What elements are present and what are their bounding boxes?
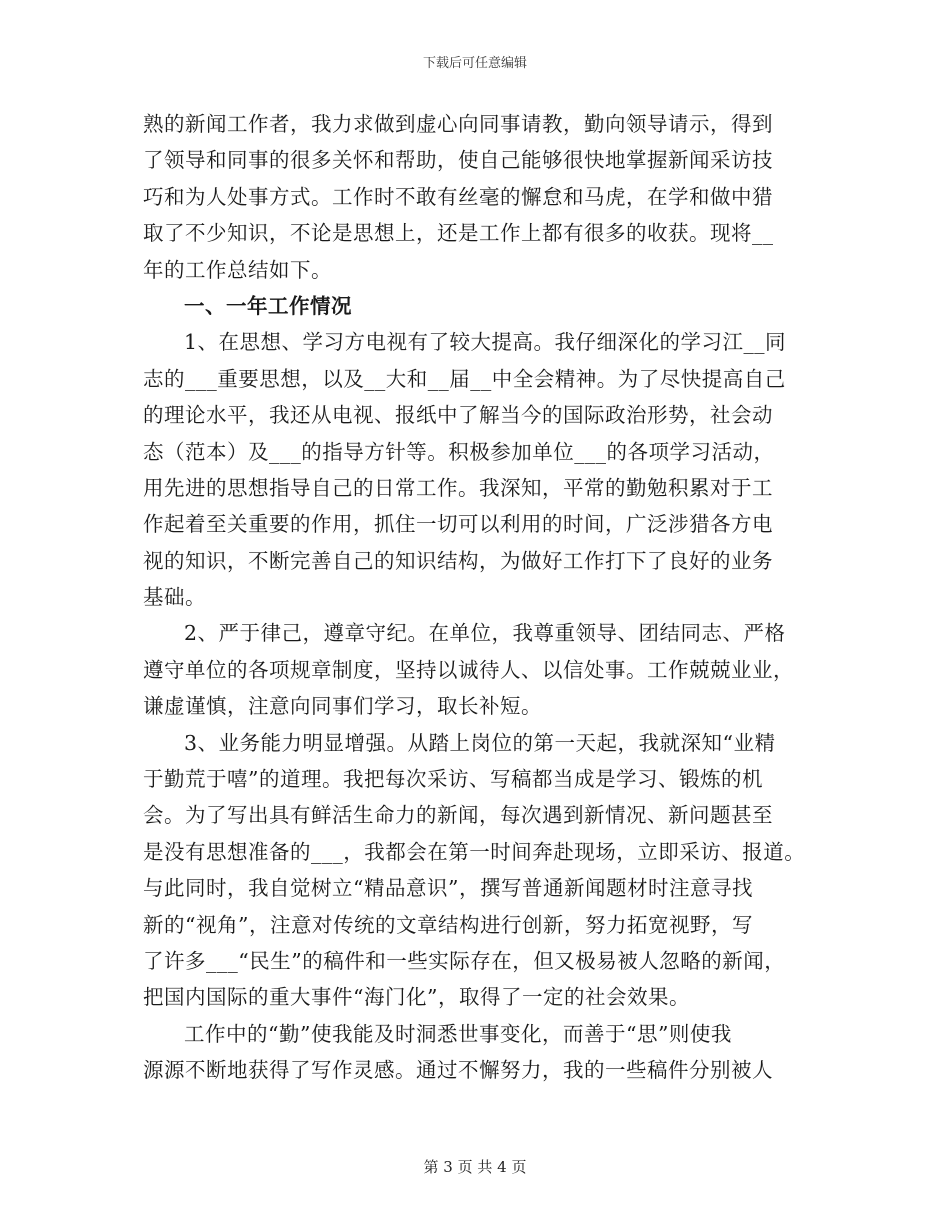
text-line: 取了不少知识，不论是思想上，还是工作上都有很多的收获。现将__	[143, 221, 774, 246]
text-line: 2、严于律己，遵章守纪。在单位，我尊重领导、团结同志、严格	[184, 621, 786, 646]
text-line: 熟的新闻工作者，我力求做到虚心向同事请教，勤向领导请示，得到	[143, 112, 773, 136]
text-line: 是没有思想准备的___，我都会在第一时间奔赴现场，立即采访、报道。	[143, 839, 806, 864]
header-note: 下载后可任意编辑	[422, 56, 527, 71]
text-line: 源源不断地获得了写作灵感。通过不懈努力，我的一些稿件分别被人	[143, 1058, 773, 1083]
text-line: 用先进的思想指导自己的日常工作。我深知，平常的勤勉积累对于工	[143, 475, 773, 500]
text-line: 1、在思想、学习方电视有了较大提高。我仔细深化的学习江__同	[184, 330, 787, 355]
text-line: 3、业务能力明显增强。从踏上岗位的第一天起，我就深知“业精	[184, 730, 776, 755]
text-line: 新的“视角”，注意对传统的文章结构进行创新，努力拓宽视野，写	[143, 912, 753, 937]
text-line: 的理论水平，我还从电视、报纸中了解当今的国际政治形势，社会动	[143, 403, 773, 428]
text-line: 了许多___“民生”的稿件和一些实际存在，但又极易被人忽略的新闻，	[143, 948, 786, 973]
text-line: 于勤荒于嘻”的道理。我把每次采访、写稿都当成是学习、锻炼的机	[143, 767, 763, 792]
text-line: 态（范本）及___的指导方针等。积极参加单位___的各项学习活动，	[143, 439, 775, 464]
text-line: 年的工作总结如下。	[143, 257, 332, 282]
text-line: 了领导和同事的很多关怀和帮助，使自己能够很快地掌握新闻采访技	[143, 148, 773, 173]
page-number: 第 3 页 共 4 页	[423, 1158, 527, 1176]
text-line: 谦虚谨慎，注意向同事们学习，取长补短。	[143, 694, 542, 719]
section-heading: 一、一年工作情况	[184, 293, 352, 318]
text-line: 把国内国际的重大事件“海门化”，取得了一定的社会效果。	[143, 985, 690, 1010]
text-line: 作起着至关重要的作用，抓住一切可以利用的时间，广泛涉猎各方电	[143, 512, 773, 537]
text-line: 视的知识，不断完善自己的知识结构，为做好工作打下了良好的业务	[143, 548, 773, 573]
text-line: 志的___重要思想，以及__大和__届__中全会精神。为了尽快提高自己	[143, 366, 786, 391]
text-line: 遵守单位的各项规章制度，坚持以诚待人、以信处事。工作兢兢业业，	[143, 657, 794, 682]
text-line: 巧和为人处事方式。工作时不敢有丝毫的懈怠和马虎，在学和做中猎	[143, 184, 773, 209]
document-body	[143, 106, 808, 1089]
text-line: 基础。	[143, 585, 206, 610]
text-line: 会。为了写出具有鲜活生命力的新闻，每次遇到新情况、新问题甚至	[143, 803, 773, 828]
text-line: 工作中的“勤”使我能及时洞悉世事变化，而善于“思”则使我	[184, 1021, 732, 1046]
text-line: 与此同时，我自觉树立“精品意识”，撰写普通新闻题材时注意寻找	[143, 876, 753, 901]
